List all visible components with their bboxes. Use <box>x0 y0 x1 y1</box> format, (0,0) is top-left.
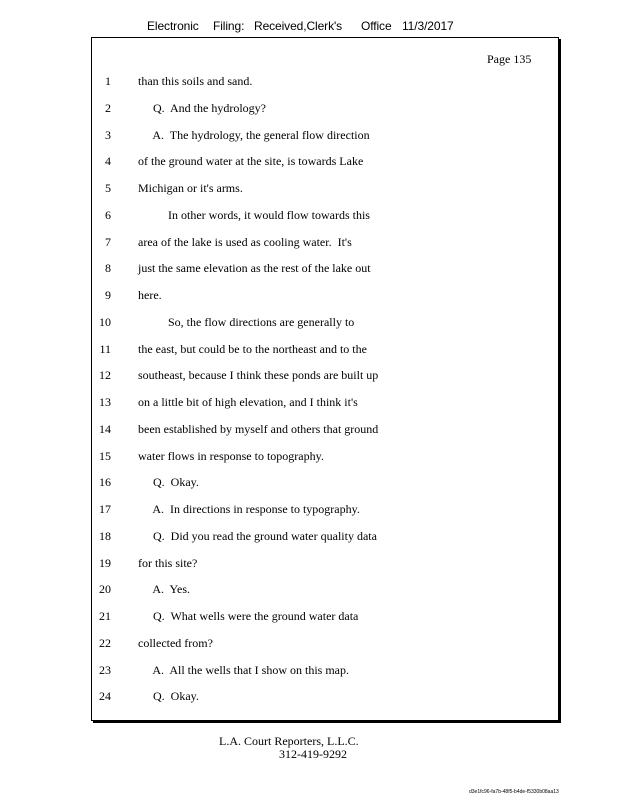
line-number: 24 <box>99 689 111 704</box>
line-number: 18 <box>99 528 111 543</box>
transcript-line: collected from? <box>138 635 213 650</box>
document-hash: d3e1fc96-fa7b-48f5-b4de-f5330b08aa13 <box>469 789 559 795</box>
line-number: 1 <box>105 74 111 88</box>
line-number: 14 <box>99 421 111 436</box>
line-number: 16 <box>99 475 111 490</box>
stamp-word: Received,Clerk's <box>254 19 343 33</box>
line-number: 2 <box>105 100 111 115</box>
transcript-line: A. Yes. <box>138 582 191 597</box>
transcript-line: water flows in response to topography. <box>138 448 324 463</box>
line-number: 7 <box>105 234 111 249</box>
transcript-line: So, the flow directions are generally to <box>138 314 355 329</box>
stamp-word: Electronic <box>147 19 199 33</box>
line-number: 6 <box>105 207 111 222</box>
line-number: 12 <box>99 368 111 383</box>
line-number: 20 <box>99 582 111 597</box>
line-number: 10 <box>99 314 111 329</box>
line-number: 21 <box>99 609 111 623</box>
transcript-line: than this soils and sand. <box>138 74 253 88</box>
line-number: 4 <box>105 154 111 169</box>
transcript-line: Q. Okay. <box>138 689 199 704</box>
line-number: 8 <box>105 261 111 276</box>
transcript-line: here. <box>138 288 162 302</box>
line-number: 23 <box>99 662 111 677</box>
line-number: 5 <box>105 181 111 195</box>
transcript-line: of the ground water at the site, is towards Lake <box>138 154 364 169</box>
transcript-line: Q. And the hydrology? <box>138 100 266 115</box>
line-number: 3 <box>105 127 111 142</box>
transcript-line: been established by myself and others that ground <box>138 421 379 436</box>
transcript-line: just the same elevation as the rest of the lake out <box>138 261 371 276</box>
transcript-line: In other words, it would flow towards this <box>138 207 370 222</box>
transcript-line: on a little bit of high elevation, and I think it's <box>138 395 358 409</box>
transcript-line: for this site? <box>138 555 198 570</box>
line-number: 19 <box>99 555 111 570</box>
transcript-line: A. All the wells that I show on this map. <box>138 662 349 677</box>
transcript-line: Q. Did you read the ground water quality data <box>138 528 377 543</box>
line-number: 15 <box>99 448 111 463</box>
stamp-word: Office <box>361 19 392 33</box>
footer-phone: 312-419-9292 <box>279 747 347 761</box>
page-number: Page 135 <box>487 52 532 66</box>
transcript-line: Michigan or it's arms. <box>138 181 243 195</box>
stamp-word: 11/3/2017 <box>402 19 454 33</box>
transcript-line: southeast, because I think these ponds are built up <box>138 368 379 383</box>
line-number: 22 <box>99 635 111 650</box>
line-number: 13 <box>99 395 111 409</box>
line-number: 17 <box>99 502 111 516</box>
transcript-line: area of the lake is used as cooling water. It's <box>138 234 352 249</box>
line-number: 9 <box>105 288 111 302</box>
stamp-word: Filing: <box>213 19 245 33</box>
line-number: 11 <box>99 341 111 356</box>
transcript-line: A. The hydrology, the general flow direction <box>138 127 370 142</box>
footer-company: L.A. Court Reporters, L.L.C. <box>219 734 359 748</box>
transcript-line: A. In directions in response to typography. <box>138 502 360 516</box>
transcript-line: the east, but could be to the northeast and to the <box>138 341 367 356</box>
transcript-line: Q. Okay. <box>138 475 199 490</box>
transcript-line: Q. What wells were the ground water data <box>138 609 359 623</box>
